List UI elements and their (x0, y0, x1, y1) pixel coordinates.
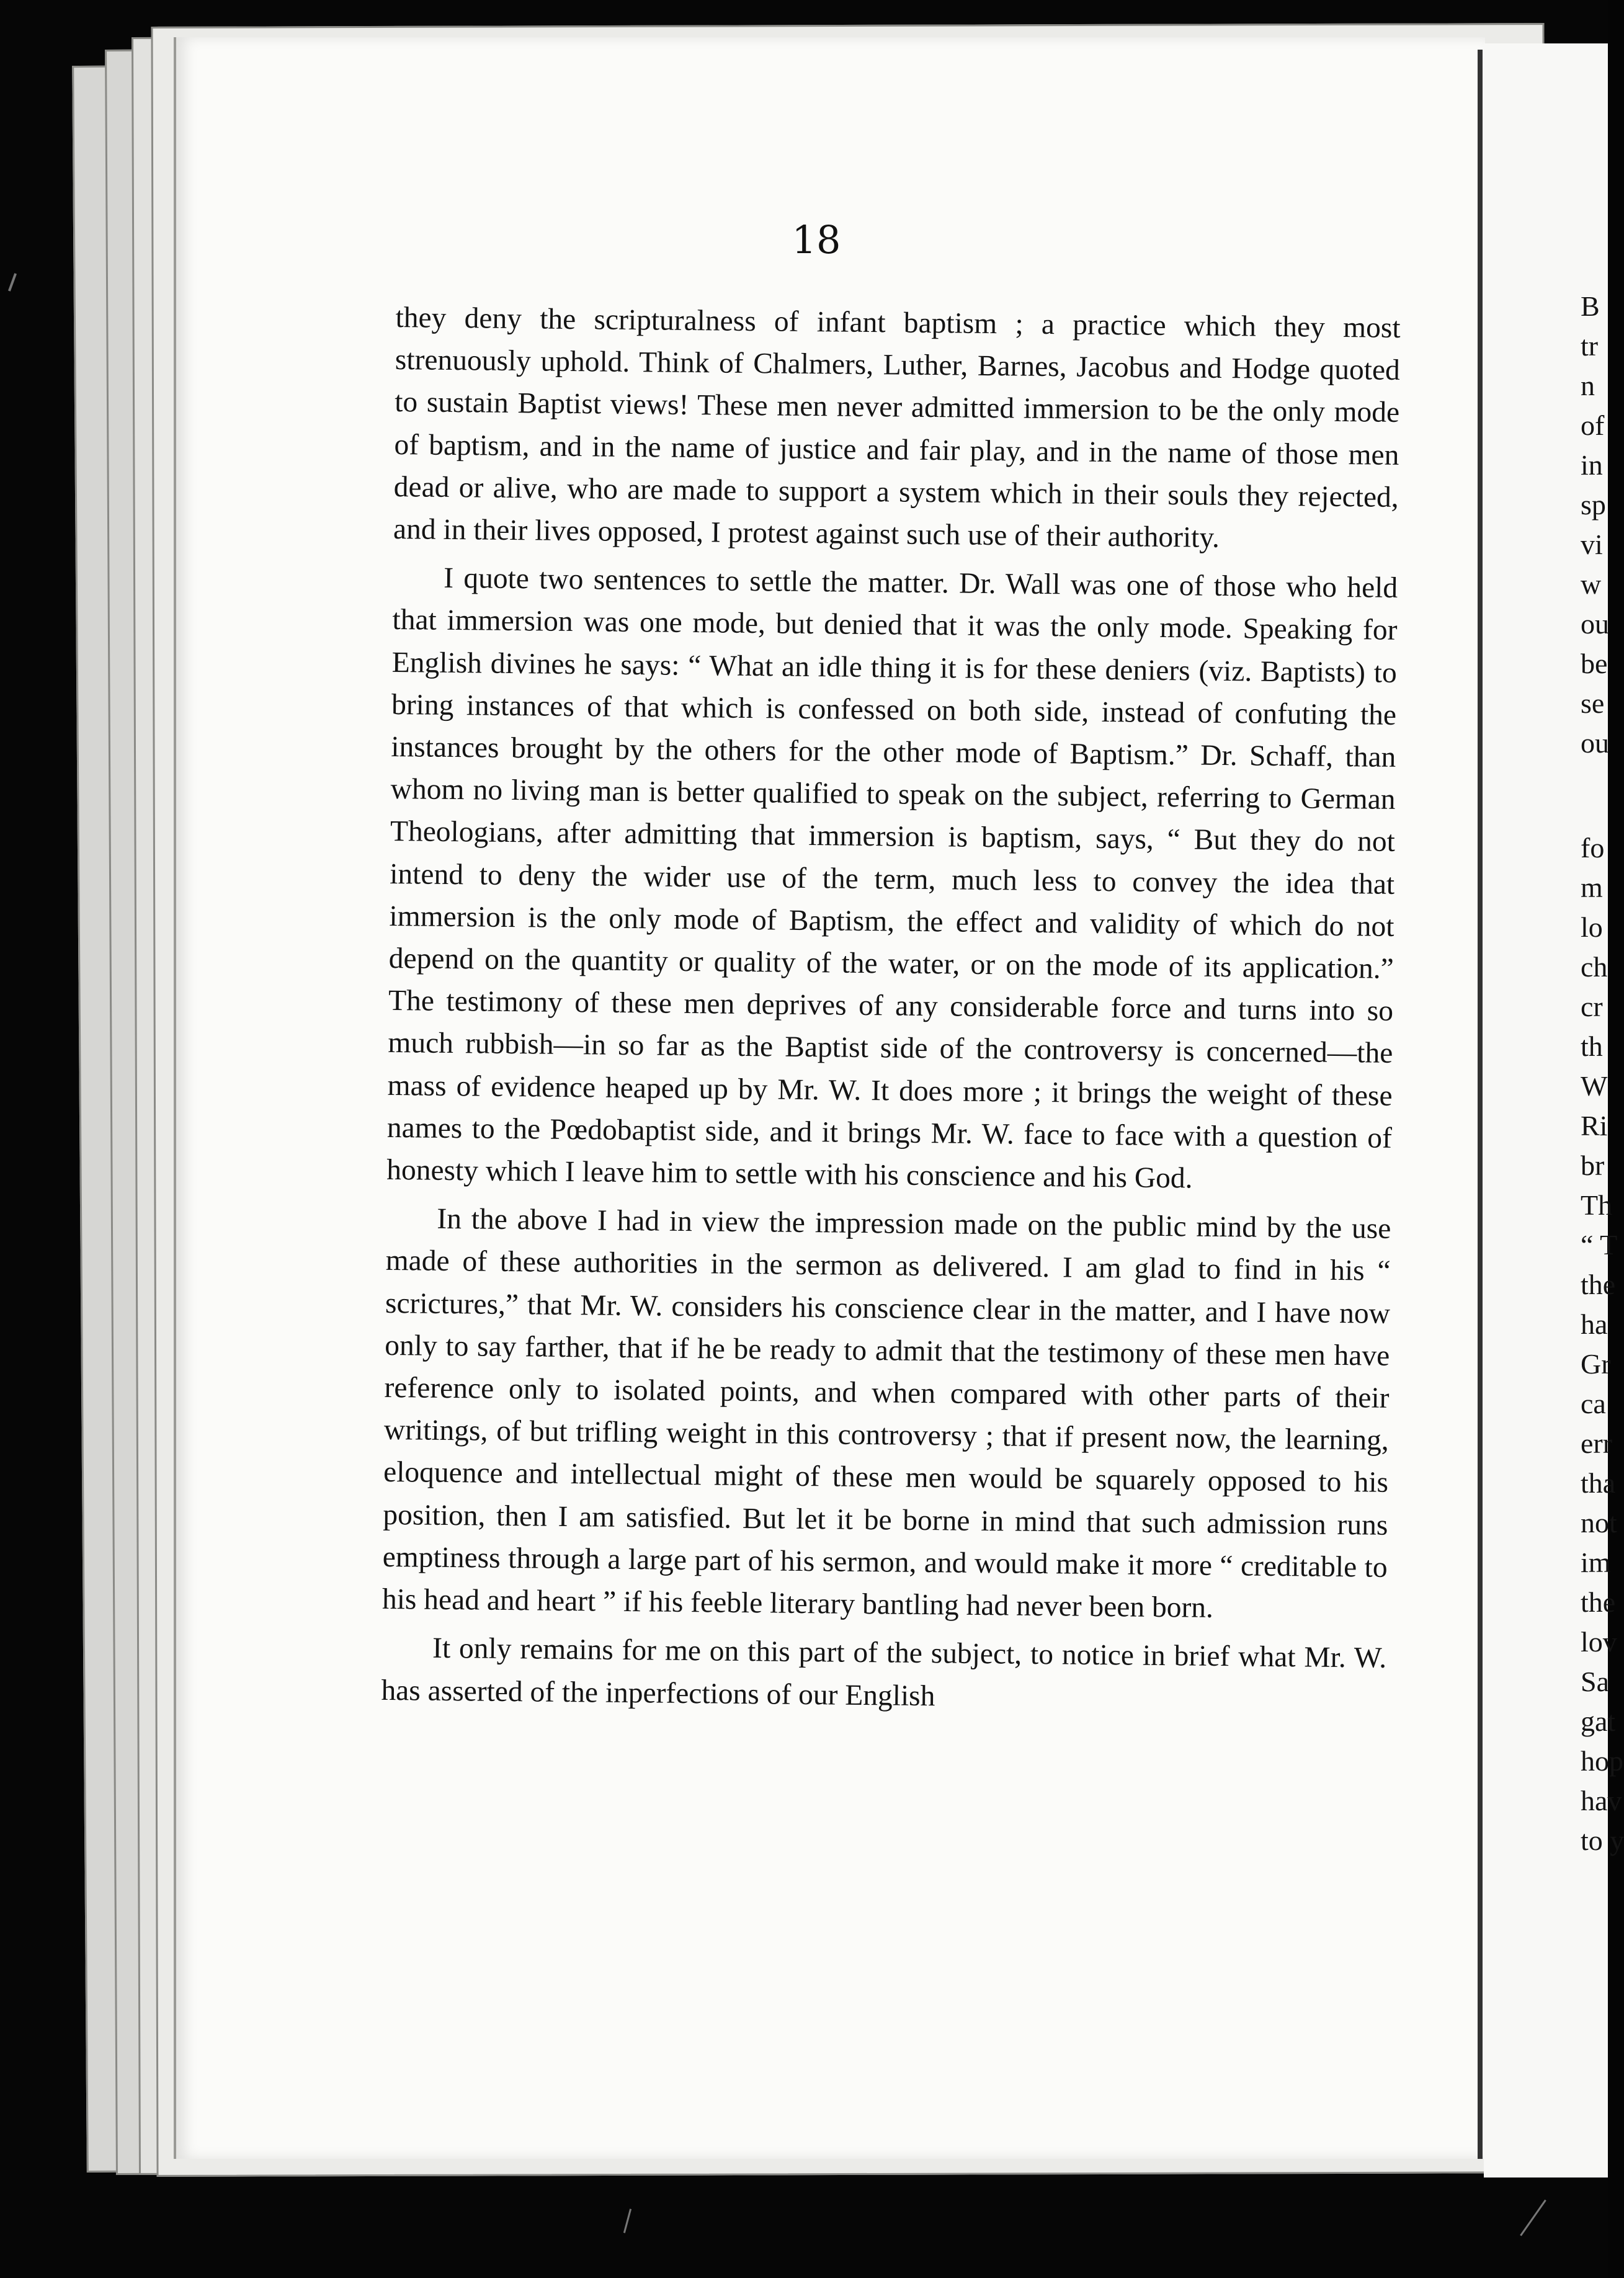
scan-speck (8, 273, 17, 292)
facing-fragment: hop (1581, 1745, 1623, 1777)
facing-fragment: ou (1581, 727, 1609, 759)
facing-fragment: ha (1581, 1308, 1608, 1340)
facing-fragment: ca (1581, 1388, 1606, 1419)
facing-fragment: lo (1581, 911, 1603, 943)
facing-fragment: sp (1581, 489, 1606, 520)
facing-fragment: of (1581, 409, 1605, 441)
facing-fragment: w (1581, 568, 1602, 600)
facing-gap (1581, 763, 1608, 828)
facing-fragment: br (1581, 1150, 1605, 1181)
book-gutter (1478, 50, 1483, 2159)
scan-speck (623, 2209, 631, 2233)
facing-fragment: vi (1581, 529, 1603, 560)
facing-fragment: not (1581, 1507, 1617, 1539)
facing-fragment: be (1581, 648, 1608, 679)
facing-fragment: im (1581, 1547, 1611, 1578)
facing-fragment: gat (1581, 1705, 1616, 1737)
body-text (381, 297, 1401, 1728)
facing-fragment: n (1581, 370, 1595, 401)
scan-speck (1520, 2199, 1546, 2236)
facing-fragment: se (1581, 687, 1605, 719)
facing-fragment: th (1581, 1030, 1603, 1062)
facing-fragment: in (1581, 449, 1603, 481)
facing-fragment: ou (1581, 608, 1609, 640)
facing-fragment: hav (1581, 1785, 1622, 1816)
facing-fragment: err (1581, 1427, 1613, 1459)
facing-fragment: the (1581, 1586, 1616, 1618)
facing-fragment: Ri (1581, 1110, 1608, 1141)
facing-fragment: to y (1581, 1825, 1624, 1856)
facing-fragment: ch (1581, 951, 1608, 983)
paragraph: In the above I had in view the impression made on the public mind by the use made of these authorities in the sermon as delivered. I am glad to find in his “ scrictures,” that Mr. W. considers his conscience clear in the matter, and I have now only to say farther, that if he be ready to admit that the testimony of these men have reference only to isolated points, and when compared with other parts of their writings, of but trifling weight in this controversy ; that if present now, the learning, eloquence and intellectual might of these men would be squarely opposed to his position, then I am satisfied. But let it be borne in mind that such admission runs emptiness through a large part of his sermon, and would make it more “ creditable to his head and heart ” if his feeble literary bantling had never been born. (381, 1203, 1391, 1625)
facing-fragment: fo (1581, 832, 1605, 864)
facing-fragment: W (1581, 1070, 1608, 1102)
facing-fragment: tha (1581, 1467, 1616, 1499)
facing-fragment: lov (1581, 1626, 1617, 1658)
facing-fragment: “ T (1581, 1229, 1618, 1261)
page-number: 18 (792, 217, 841, 262)
facing-fragment: cr (1581, 991, 1603, 1022)
paragraph: It only remains for me on this part of the subject, to notice in brief what Mr. W. has asserted of the inperfections of our English (381, 1632, 1387, 1712)
facing-page-text-fragments (1581, 287, 1624, 1860)
facing-fragment: m (1581, 872, 1603, 903)
facing-fragment: Gr (1581, 1348, 1611, 1380)
paragraph: I quote two sentences to settle the matter. Dr. Wall was one of those who held that immersion was one mode, but denied that it was the only mode. Speaking for English divines he says: “ What an idle thing it is for these deniers (viz. Baptists) to bring instances of that which is confessed on both side, instead of confuting the instances brought by the others for the other mode of Baptism.” Dr. Schaff, than whom no living man is better qualified to speak on the subject, referring to German Theologians, after admitting that immersion is baptism, says, “ But they do not intend to deny the wider use of the term, much less to convey the idea that immersion is the only mode of Baptism, the effect and validity of which do not depend on the quantity or quality of the water, or on the mode of its application.” The testimony of these men deprives of any considerable force and turns into so much rubbish—in so far as the Baptist side of the controversy is concerned—the mass of evidence heaped up by Mr. W. It does more ; it brings the weight of these names to the Pœdobaptist side, and it brings Mr. W. face to face with a question of honesty which I leave him to settle with his conscience and his God. (386, 562, 1398, 1195)
facing-fragment: Th (1581, 1189, 1613, 1221)
facing-fragment: Sa (1581, 1666, 1609, 1697)
facing-fragment: the (1581, 1269, 1616, 1300)
facing-fragment: B (1581, 290, 1600, 322)
paragraph: they deny the scripturalness of infant baptism ; a practice which they most strenuously uphold. Think of Chalmers, Luther, Barnes, Jacobus and Hodge quoted to sustain Baptist views! These men never admitted immersion to be the only mode of baptism, and in the name of justice and fair play, and in the name of those men dead or alive, who are made to support a system which in their souls they rejected, and in their lives opposed, I protest against such use of their authority. (393, 301, 1401, 554)
facing-fragment: tr (1581, 330, 1599, 362)
